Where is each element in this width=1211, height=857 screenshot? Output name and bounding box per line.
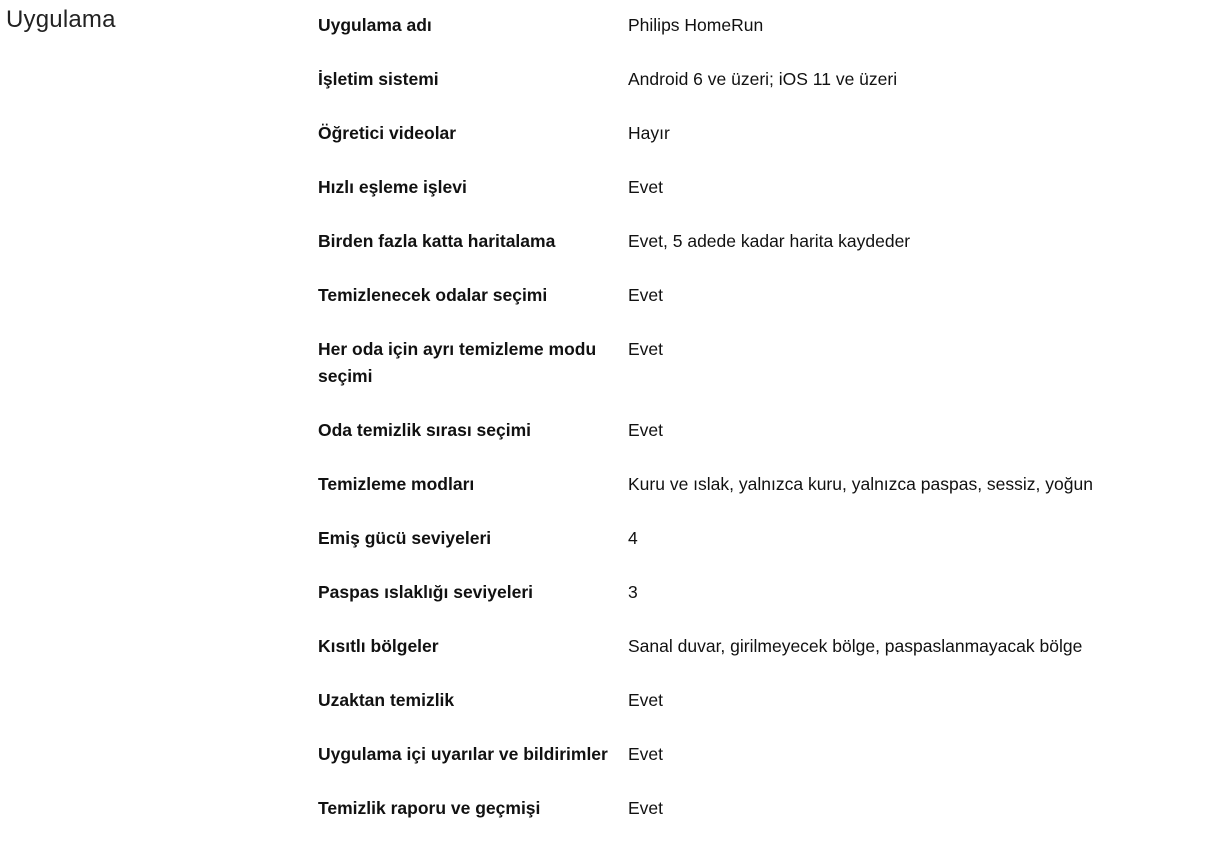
- spec-row-suction-levels: [318, 525, 1198, 552]
- spec-value: Evet: [628, 339, 664, 359]
- spec-label: Uygulama adı: [318, 15, 432, 35]
- spec-value: Evet: [628, 285, 664, 305]
- spec-row-mop-wetness-levels: [318, 579, 1198, 606]
- spec-label: Birden fazla katta haritalama: [318, 231, 556, 251]
- spec-label: Uygulama içi uyarılar ve bildirimler: [318, 744, 608, 764]
- spec-row-tutorial-videos: [318, 120, 1198, 147]
- spec-value: Evet: [628, 420, 664, 440]
- spec-row-quick-pairing: [318, 174, 1198, 201]
- spec-value: Philips HomeRun: [628, 15, 764, 35]
- spec-row-room-order: [318, 417, 1198, 444]
- spec-value: Android 6 ve üzeri; iOS 11 ve üzeri: [628, 69, 898, 89]
- spec-label: Hızlı eşleme işlevi: [318, 177, 467, 197]
- spec-value: Evet: [628, 798, 664, 818]
- spec-row-multi-floor-mapping: [318, 228, 1198, 255]
- spec-row-remote-cleaning: [318, 687, 1198, 714]
- spec-value: Evet: [628, 744, 664, 764]
- spec-label: Oda temizlik sırası seçimi: [318, 420, 532, 440]
- section-title: Uygulama: [6, 6, 116, 33]
- spec-label: Öğretici videolar: [318, 123, 457, 143]
- spec-row-room-selection: [318, 282, 1198, 309]
- spec-value: Hayır: [628, 123, 670, 143]
- spec-list: [318, 12, 1198, 849]
- spec-row-restricted-zones: [318, 633, 1198, 660]
- spec-label: Emiş gücü seviyeleri: [318, 528, 492, 548]
- spec-row-per-room-mode: [318, 336, 1198, 390]
- spec-row-app-name: [318, 12, 1198, 39]
- spec-value: Evet: [628, 177, 664, 197]
- spec-row-cleaning-report: [318, 795, 1198, 822]
- spec-row-in-app-alerts: [318, 741, 1198, 768]
- spec-label: Kısıtlı bölgeler: [318, 636, 439, 656]
- spec-label: Her oda için ayrı temizleme modu seçimi: [318, 339, 597, 386]
- spec-label: Uzaktan temizlik: [318, 690, 455, 710]
- spec-value: 3: [628, 582, 638, 602]
- spec-value: Kuru ve ıslak, yalnızca kuru, yalnızca paspas, sessiz, yoğun: [628, 474, 1093, 494]
- spec-label: Temizlenecek odalar seçimi: [318, 285, 548, 305]
- spec-value: Evet: [628, 690, 664, 710]
- spec-row-cleaning-modes: [318, 471, 1198, 498]
- spec-label: İşletim sistemi: [318, 69, 439, 89]
- spec-label: Temizleme modları: [318, 474, 475, 494]
- spec-value: 4: [628, 528, 638, 548]
- spec-row-operating-system: [318, 66, 1198, 93]
- spec-value: Sanal duvar, girilmeyecek bölge, paspaslanmayacak bölge: [628, 636, 1083, 656]
- spec-label: Paspas ıslaklığı seviyeleri: [318, 582, 534, 602]
- spec-label: Temizlik raporu ve geçmişi: [318, 798, 541, 818]
- spec-value: Evet, 5 adede kadar harita kaydeder: [628, 231, 911, 251]
